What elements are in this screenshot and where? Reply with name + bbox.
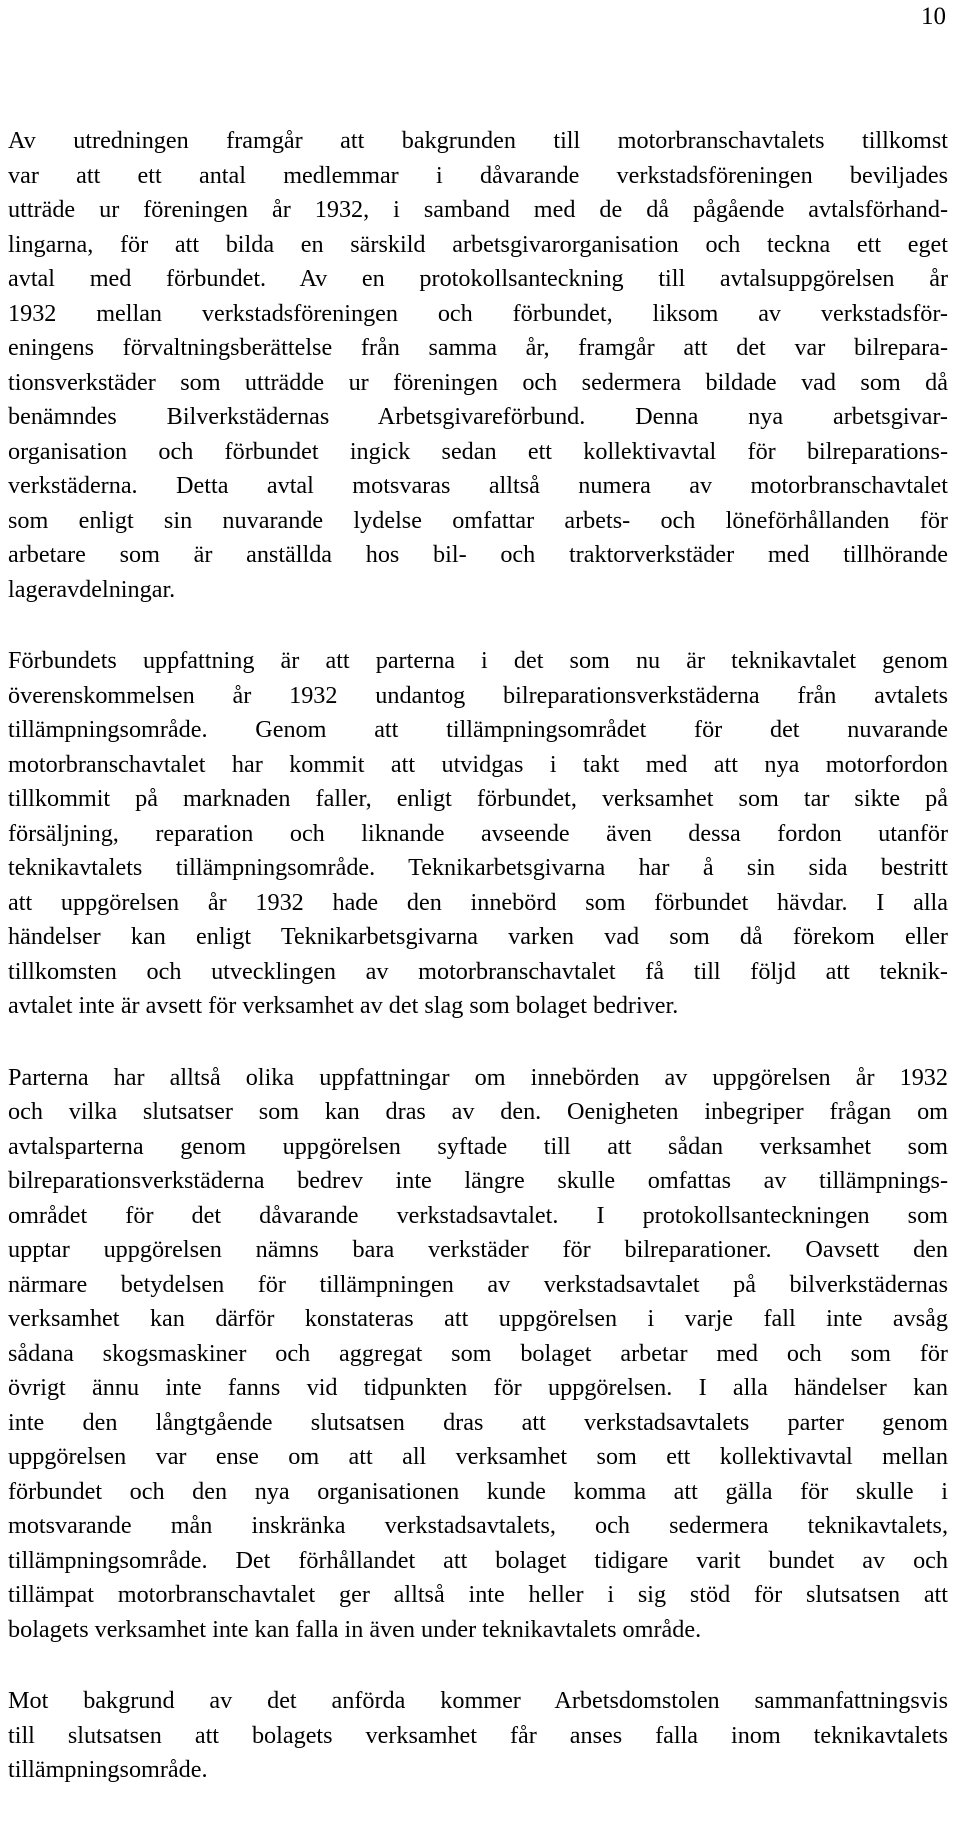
text-line: området för det dåvarande verkstadsavtalet. I protokollsanteckningen som [8,1201,948,1229]
paragraph [8,124,948,607]
paragraph [8,1061,948,1648]
text-line: eningens förvaltningsberättelse från samma år, framgår att det var bilrepara- [8,334,948,361]
text-line: upptar uppgörelsen nämns bara verkstäder för bilreparationer. Oavsett den [8,1236,948,1263]
text-line: till slutsatsen att bolagets verksamhet får anses falla inom teknikavtalets [8,1721,948,1749]
text-line: organisation och förbundet ingick sedan ett kollektivavtal för bilreparations- [8,437,948,465]
text-line: övrigt ännu inte fanns vid tidpunkten för uppgörelsen. I alla händelser kan [8,1374,948,1401]
text-line: bolagets verksamhet inte kan falla in även under teknikavtalets område. [8,1615,702,1643]
text-line: lageravdelningar. [8,575,176,603]
text-line: motorbranschavtalet har kommit att utvidgas i takt med att nya motorfordon [8,750,948,778]
text-line: försäljning, reparation och liknande avseende även dessa fordon utanför [8,819,948,847]
text-line: överenskommelsen år 1932 undantog bilreparationsverkstäderna från avtalets [8,681,948,709]
text-line: som enligt sin nuvarande lydelse omfattar arbets- och löneförhållanden för [8,506,948,534]
text-line: tillämpningsområde. Genom att tillämpningsområdet för det nuvarande [8,716,948,743]
text-line: lingarna, för att bilda en särskild arbetsgivarorganisation och teckna ett eget [8,230,948,258]
text-line: tionsverkstäder som utträdde ur föreningen och sedermera bildade vad som då [8,368,948,396]
text-line: arbetare som är anställda hos bil- och traktorverkstäder med tillhörande [8,541,948,568]
text-line: och vilka slutsatser som kan dras av den. Oenigheten inbegriper frågan om [8,1098,948,1125]
text-line: händelser kan enligt Teknikarbetsgivarna varken vad som då förekom eller [8,923,948,950]
document-body [8,124,948,1825]
text-line: inte den långtgående slutsatsen dras att verkstadsavtalets parter genom [8,1408,948,1436]
text-line: 1932 mellan verkstadsföreningen och förbundet, liksom av verkstadsför- [8,299,948,327]
paragraph [8,644,948,1024]
text-line: benämndes Bilverkstädernas Arbetsgivareförbund. Denna nya arbetsgivar- [8,403,948,430]
page-number: 10 [921,3,946,30]
text-line: tillämpningsområde. Det förhållandet att bolaget tidigare varit bundet av och [8,1546,948,1574]
text-line: avtal med förbundet. Av en protokollsanteckning till avtalsuppgörelsen år [8,265,948,292]
text-line: Av utredningen framgår att bakgrunden till motorbranschavtalets tillkomst [8,127,948,154]
text-line: tillkomsten och utvecklingen av motorbranschavtalet få till följd att teknik- [8,957,948,985]
text-line: avtalsparterna genom uppgörelsen syftade till att sådan verksamhet som [8,1132,948,1160]
text-line: bilreparationsverkstäderna bedrev inte längre skulle omfattas av tillämpnings- [8,1167,948,1194]
text-line: Parterna har alltså olika uppfattningar om innebörden av uppgörelsen år 1932 [8,1063,948,1091]
text-line: förbundet och den nya organisationen kunde komma att gälla för skulle i [8,1477,948,1505]
text-line: Mot bakgrund av det anförda kommer Arbetsdomstolen sammanfattningsvis [8,1687,948,1714]
text-line: motsvarande mån inskränka verkstadsavtalets, och sedermera teknikavtalets, [8,1512,948,1539]
paragraph [8,1684,948,1788]
text-line: sådana skogsmaskiner och aggregat som bolaget arbetar med och som för [8,1339,948,1367]
text-line: tillämpningsområde. [8,1756,208,1783]
text-line: tillkommit på marknaden faller, enligt förbundet, verksamhet som tar sikte på [8,785,948,812]
text-line: att uppgörelsen år 1932 hade den innebörd som förbundet hävdar. I alla [8,888,948,916]
text-line: utträde ur föreningen år 1932, i samband med de då pågående avtalsförhand- [8,196,948,223]
text-line: närmare betydelsen för tillämpningen av verkstadsavtalet på bilverkstädernas [8,1270,948,1298]
text-line: uppgörelsen var ense om att all verksamhet som ett kollektivavtal mellan [8,1443,948,1470]
text-line: avtalet inte är avsett för verksamhet av det slag som bolaget bedriver. [8,992,679,1019]
text-line: teknikavtalets tillämpningsområde. Teknikarbetsgivarna har å sin sida bestritt [8,854,948,881]
text-line: verksamhet kan därför konstateras att uppgörelsen i varje fall inte avsåg [8,1305,948,1332]
text-line: verkstäderna. Detta avtal motsvaras alltså numera av motorbranschavtalet [8,472,948,499]
text-line: Förbundets uppfattning är att parterna i det som nu är teknikavtalet genom [8,647,948,674]
text-line: var att ett antal medlemmar i dåvarande verkstadsföreningen beviljades [8,161,948,189]
text-line: tillämpat motorbranschavtalet ger alltså inte heller i sig stöd för slutsatsen att [8,1581,948,1608]
